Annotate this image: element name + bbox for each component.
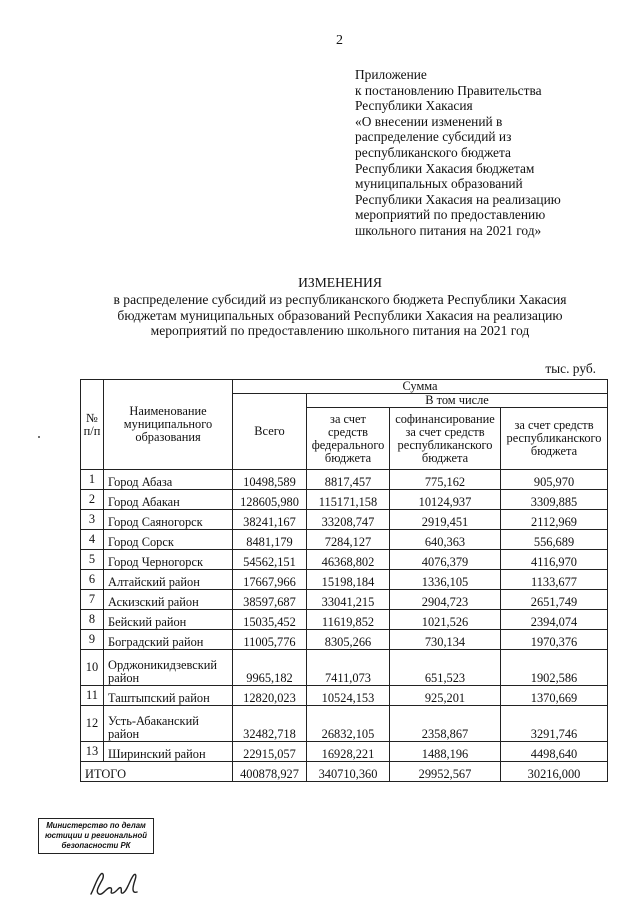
cell-federal: 8817,457 [307, 470, 390, 490]
cell-total: 12820,023 [233, 686, 307, 706]
cell-republican: 4116,970 [501, 550, 608, 570]
units-label: тыс. руб. [545, 361, 596, 376]
header-total: Всего [233, 394, 307, 470]
stamp-line: юстиции и региональной [45, 831, 147, 840]
cell-republican: 2651,749 [501, 590, 608, 610]
cell-federal: 33041,215 [307, 590, 390, 610]
cell-num: 7 [81, 590, 104, 610]
cell-total: 22915,057 [233, 742, 307, 762]
subsidy-table [80, 379, 608, 782]
cell-total: 17667,966 [233, 570, 307, 590]
cell-name: Город Сорск [104, 530, 233, 550]
cell-num: 8 [81, 610, 104, 630]
cell-cofinancing: 1336,105 [390, 570, 501, 590]
cell-name: Усть-Абаканский район [104, 706, 233, 742]
cell-name: Город Черногорск [104, 550, 233, 570]
cell-name: Ширинский район [104, 742, 233, 762]
cell-total: 11005,776 [233, 630, 307, 650]
registration-stamp [38, 818, 154, 854]
cell-cofinancing: 1021,526 [390, 610, 501, 630]
table-row [81, 686, 608, 706]
cell-federal: 15198,184 [307, 570, 390, 590]
signature-icon [85, 868, 155, 900]
table-row [81, 550, 608, 570]
cell-federal: 7284,127 [307, 530, 390, 550]
cell-total: 8481,179 [233, 530, 307, 550]
heading-line: мероприятий по предоставлению школьного питания на 2021 год [150, 323, 530, 339]
cell-cofinancing: 10124,937 [390, 490, 501, 510]
table-row [81, 590, 608, 610]
cell-num: 5 [81, 550, 104, 570]
header-sum: Сумма [233, 380, 608, 394]
cell-cofinancing: 4076,379 [390, 550, 501, 570]
cell-name: Алтайский район [104, 570, 233, 590]
cell-total: 38241,167 [233, 510, 307, 530]
cell-federal: 26832,105 [307, 706, 390, 742]
page-number: 2 [336, 33, 343, 48]
cell-total: 9965,182 [233, 650, 307, 686]
cell-cofinancing: 775,162 [390, 470, 501, 490]
cell-num: 6 [81, 570, 104, 590]
cell-cofinancing: 2358,867 [390, 706, 501, 742]
cell-num: 11 [81, 686, 104, 706]
total-row [81, 762, 608, 782]
cell-republican: 2112,969 [501, 510, 608, 530]
total-total: 400878,927 [233, 762, 307, 782]
table-row [81, 570, 608, 590]
cell-republican: 2394,074 [501, 610, 608, 630]
cell-num: 2 [81, 490, 104, 510]
cell-name: Аскизский район [104, 590, 233, 610]
header-including: В том числе [307, 394, 608, 408]
heading-line: бюджетам муниципальных образований Республики Хакасия на реализацию [117, 307, 563, 323]
cell-name: Боградский район [104, 630, 233, 650]
cell-republican: 1970,376 [501, 630, 608, 650]
cell-federal: 10524,153 [307, 686, 390, 706]
cell-republican: 4498,640 [501, 742, 608, 762]
cell-num: 4 [81, 530, 104, 550]
total-republican: 30216,000 [501, 762, 608, 782]
cell-name: Город Абаза [104, 470, 233, 490]
table-body [81, 470, 608, 782]
table-row [81, 742, 608, 762]
cell-num: 9 [81, 630, 104, 650]
cell-num: 1 [81, 470, 104, 490]
total-cofinancing: 29952,567 [390, 762, 501, 782]
cell-total: 15035,452 [233, 610, 307, 630]
header-num: № п/п [81, 380, 104, 470]
cell-republican: 905,970 [501, 470, 608, 490]
appendix-line: Приложение [355, 67, 427, 82]
header-name: Наименование муниципального образования [104, 380, 233, 470]
header-republican: за счет средств республиканского бюджета [501, 408, 608, 470]
cell-republican: 3291,746 [501, 706, 608, 742]
cell-federal: 115171,158 [307, 490, 390, 510]
cell-republican: 3309,885 [501, 490, 608, 510]
cell-total: 128605,980 [233, 490, 307, 510]
cell-cofinancing: 640,363 [390, 530, 501, 550]
appendix-line: школьного питания на 2021 год» [355, 222, 542, 238]
heading-title: ИЗМЕНЕНИЯ [298, 275, 382, 290]
cell-federal: 33208,747 [307, 510, 390, 530]
table-row [81, 530, 608, 550]
total-federal: 340710,360 [307, 762, 390, 782]
header-federal: за счет средств федерального бюджета [307, 408, 390, 470]
cell-cofinancing: 925,201 [390, 686, 501, 706]
cell-total: 54562,151 [233, 550, 307, 570]
header-cofinancing: софинансирование за счет средств республиканского бюджета [390, 408, 501, 470]
cell-num: 10 [81, 650, 104, 686]
stamp-line: безопасности РК [61, 841, 131, 850]
table-row [81, 470, 608, 490]
cell-republican: 1133,677 [501, 570, 608, 590]
appendix-line: мероприятий по предоставлению [355, 207, 546, 223]
cell-name: Таштыпский район [104, 686, 233, 706]
table-row [81, 510, 608, 530]
table-row [81, 490, 608, 510]
cell-federal: 46368,802 [307, 550, 390, 570]
cell-federal: 16928,221 [307, 742, 390, 762]
cell-federal: 11619,852 [307, 610, 390, 630]
cell-total: 38597,687 [233, 590, 307, 610]
cell-cofinancing: 730,134 [390, 630, 501, 650]
heading-line: в распределение субсидий из республиканского бюджета Республики Хакасия [113, 291, 567, 307]
cell-cofinancing: 1488,196 [390, 742, 501, 762]
cell-name: Город Абакан [104, 490, 233, 510]
appendix-line: к постановлению Правительства [355, 82, 542, 98]
table-row [81, 650, 608, 686]
cell-cofinancing: 651,523 [390, 650, 501, 686]
cell-cofinancing: 2904,723 [390, 590, 501, 610]
appendix-line: муниципальных образований [355, 176, 523, 192]
appendix-line: республиканского бюджета [355, 144, 511, 160]
scan-speck [38, 436, 40, 438]
document-heading [60, 275, 620, 339]
cell-republican: 556,689 [501, 530, 608, 550]
cell-republican: 1370,669 [501, 686, 608, 706]
cell-num: 3 [81, 510, 104, 530]
appendix-line: «О внесении изменений в [355, 113, 503, 129]
appendix-line: распределение субсидий из [355, 129, 512, 145]
appendix-line: Республики Хакасия [355, 98, 473, 114]
table-row [81, 706, 608, 742]
cell-name: Бейский район [104, 610, 233, 630]
total-label: ИТОГО [81, 762, 233, 782]
cell-num: 12 [81, 706, 104, 742]
cell-num: 13 [81, 742, 104, 762]
cell-republican: 1902,586 [501, 650, 608, 686]
cell-federal: 8305,266 [307, 630, 390, 650]
cell-federal: 7411,073 [307, 650, 390, 686]
cell-total: 10498,589 [233, 470, 307, 490]
cell-name: Город Саяногорск [104, 510, 233, 530]
table-row [81, 610, 608, 630]
stamp-line: Министерство по делам [46, 821, 146, 830]
appendix-block [355, 67, 625, 239]
cell-cofinancing: 2919,451 [390, 510, 501, 530]
appendix-line: Республики Хакасия бюджетам [355, 160, 535, 176]
appendix-line: Республики Хакасия на реализацию [355, 191, 561, 207]
cell-total: 32482,718 [233, 706, 307, 742]
cell-name: Орджоникидзевский район [104, 650, 233, 686]
table-row [81, 630, 608, 650]
